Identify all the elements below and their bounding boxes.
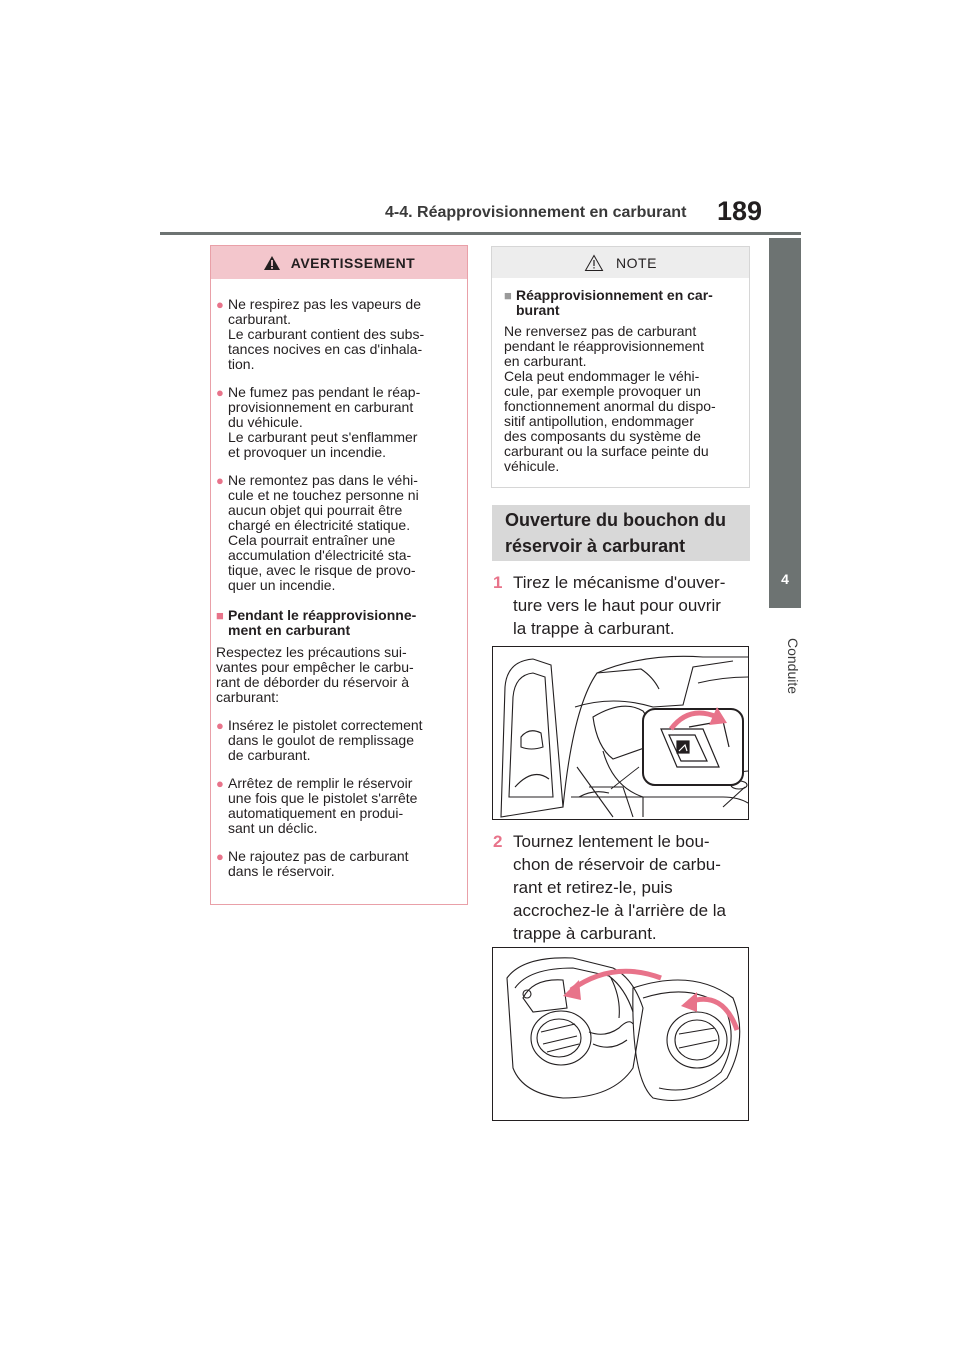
- step-number: 1: [493, 573, 503, 592]
- warning-item: [216, 297, 457, 372]
- note-subheading-text: Réapprovisionnement en car- burant: [516, 287, 713, 318]
- step-2: [493, 830, 726, 945]
- chapter-tab-label: Conduite: [785, 637, 801, 695]
- warning-item: [216, 473, 457, 593]
- warning-sub-item: [216, 849, 457, 879]
- section-heading: Ouverture du bouchon du réservoir à carburant: [492, 505, 750, 561]
- chapter-title: 4-4. Réapprovisionnement en carburant: [385, 204, 687, 221]
- header-rule: [160, 232, 801, 235]
- warning-item-text: Ne remontez pas dans le véhi- cule et ne touchez personne ni aucun objet qui pourrait être chargé en électricité statique. Cela pourrait entraîner une accumulation d'électricité sta- tique, avec le risque de provo- quer un incendie.: [228, 472, 419, 593]
- step-text: Tournez lentement le bou- chon de réservoir de carbu- rant et retirez-le, puis accrochez-le à l'arrière de la trappe à carburant.: [513, 832, 727, 943]
- warning-sub-item-text: Ne rajoutez pas de carburant dans le réservoir.: [228, 848, 409, 879]
- warning-sub-item: [216, 776, 457, 836]
- caution-triangle-icon: [584, 254, 604, 272]
- warning-subheading-text: Pendant le réapprovisionne- ment en carburant: [228, 607, 417, 638]
- chapter-tab-number: 4: [781, 571, 789, 587]
- bullet-icon: ●: [216, 473, 224, 488]
- warning-header: [211, 246, 467, 279]
- warning-subheading: [216, 608, 457, 638]
- warning-sub-item: [216, 718, 457, 763]
- fuel-cap-illustration: [492, 947, 749, 1121]
- bullet-icon: ●: [216, 385, 224, 400]
- note-text: Ne renversez pas de carburant pendant le réapprovisionnement en carburant. Cela peut endommager le véhi- cule, par exemple provoquer un fonctionnement anormal du dispo- sitif antipollution, endommager des composants du système de carburant ou la surface peinte du véhicule.: [504, 323, 716, 474]
- warning-title: AVERTISSEMENT: [290, 254, 416, 271]
- warning-box: [210, 245, 468, 905]
- page-number: 189: [717, 196, 763, 226]
- chapter-side-tab: [769, 238, 801, 608]
- warning-intro: Respectez les précautions sui- vantes pour empêcher le carbu- rant de déborder du réservoir à carburant:: [216, 644, 414, 705]
- warning-item: [216, 385, 457, 460]
- bullet-icon: ●: [216, 849, 224, 864]
- bullet-icon: ●: [216, 718, 224, 733]
- step-text: Tirez le mécanisme d'ouver- ture vers le haut pour ouvrir la trappe à carburant.: [513, 573, 726, 638]
- square-bullet-icon: ■: [216, 608, 224, 623]
- note-header: [492, 247, 749, 278]
- note-title: NOTE: [616, 254, 657, 271]
- warning-item-text: Ne fumez pas pendant le réap- provisionnement en carburant du véhicule. Le carburant peut s'enflammer et provoquer un incendie.: [228, 384, 421, 460]
- square-bullet-icon: ■: [504, 288, 512, 303]
- bullet-icon: ●: [216, 776, 224, 791]
- step-number: 2: [493, 832, 503, 851]
- bullet-icon: ●: [216, 297, 224, 312]
- warning-sub-item-text: Arrêtez de remplir le réservoir une fois que le pistolet s'arrête automatiquement en produi- sant un déclic.: [228, 775, 418, 836]
- warning-sub-item-text: Insérez le pistolet correctement dans le goulot de remplissage de carburant.: [228, 717, 423, 763]
- fuel-door-opener-illustration: [492, 646, 749, 820]
- warning-item-text: Ne respirez pas les vapeurs de carburant. Le carburant contient des subs- tances nocives en cas d'inhala- tion.: [228, 296, 425, 372]
- note-box: [491, 246, 750, 488]
- note-subheading: [504, 288, 739, 318]
- step-1: [493, 571, 725, 640]
- warning-triangle-icon: [263, 255, 281, 271]
